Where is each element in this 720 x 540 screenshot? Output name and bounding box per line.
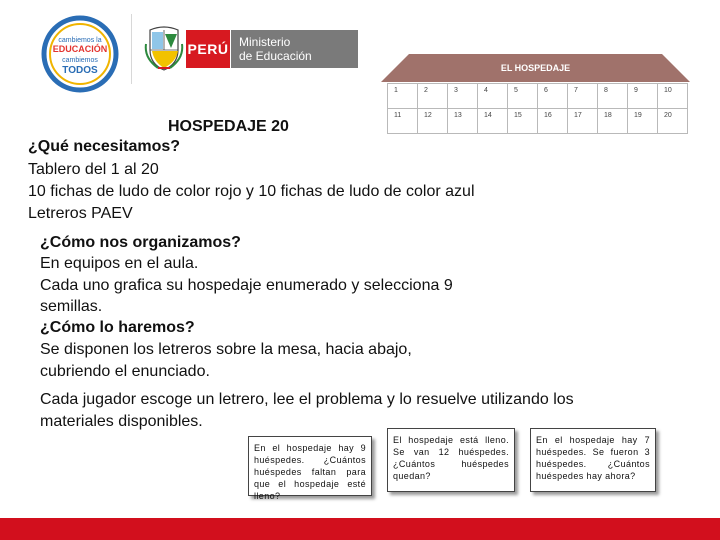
- ministry-logo: [186, 30, 358, 68]
- board-cell: 8: [598, 84, 628, 109]
- board-cell: 7: [568, 84, 598, 109]
- board-cell: 2: [418, 84, 448, 109]
- organize-line: Cada uno grafica su hospedaje enumerado y selecciona 9: [40, 277, 453, 294]
- board-cell: 12: [418, 109, 448, 134]
- ministry-line-1: Ministerio: [239, 35, 291, 49]
- question-organize: ¿Cómo nos organizamos?: [40, 234, 241, 251]
- needs-item: Letreros PAEV: [28, 205, 133, 222]
- campaign-line-2: EDUCACIÓN: [52, 44, 108, 54]
- hospedaje-board: [381, 54, 690, 134]
- board-cell: 9: [628, 84, 658, 109]
- play-line: materiales disponibles.: [40, 413, 203, 430]
- board-cell: 3: [448, 84, 478, 109]
- board-cell: 19: [628, 109, 658, 134]
- question-needs: ¿Qué necesitamos?: [28, 138, 181, 155]
- campaign-line-3: cambiemos: [62, 57, 98, 64]
- needs-item: 10 fichas de ludo de color rojo y 10 fichas de ludo de color azul: [28, 183, 475, 200]
- board-cell: 5: [508, 84, 538, 109]
- question-how: ¿Cómo lo haremos?: [40, 319, 195, 336]
- problem-card: En el hospedaje hay 7 huéspedes. Se fueron 3 huéspedes. ¿Cuántos huéspedes hay ahora?: [530, 428, 656, 492]
- coat-of-arms-icon: [144, 24, 184, 72]
- board-cell: 11: [388, 109, 418, 134]
- board-cell: 14: [478, 109, 508, 134]
- board-cell: 6: [538, 84, 568, 109]
- board-cell: 16: [538, 109, 568, 134]
- page-title: HOSPEDAJE 20: [168, 118, 289, 135]
- how-line: cubriendo el enunciado.: [40, 363, 210, 380]
- campaign-line-1: cambiemos la: [58, 37, 102, 44]
- footer-bar: [0, 518, 720, 540]
- board-cell: 4: [478, 84, 508, 109]
- how-line: Se disponen los letreros sobre la mesa, hacia abajo,: [40, 341, 412, 358]
- organize-line: semillas.: [40, 298, 103, 315]
- problem-card: En el hospedaje hay 9 huéspedes. ¿Cuántos huéspedes faltan para que el hospedaje esté lleno?: [248, 436, 372, 496]
- board-cell: 1: [388, 84, 418, 109]
- board-grid: [387, 83, 688, 134]
- peru-label: PERÚ: [186, 30, 230, 68]
- play-line: Cada jugador escoge un letrero, lee el problema y lo resuelve utilizando los: [40, 391, 574, 408]
- board-title: EL HOSPEDAJE: [500, 63, 571, 73]
- campaign-logo: [40, 14, 120, 94]
- campaign-line-4: TODOS: [62, 65, 98, 76]
- board-cell: 18: [598, 109, 628, 134]
- ministry-line-2: de Educación: [239, 49, 312, 63]
- problem-card: El hospedaje está lleno. Se van 12 huéspedes. ¿Cuántos huéspedes quedan?: [387, 428, 515, 492]
- board-cell: 15: [508, 109, 538, 134]
- logo-divider: [131, 14, 132, 84]
- board-cell: 17: [568, 109, 598, 134]
- ministry-label: [231, 30, 358, 68]
- board-cell: 13: [448, 109, 478, 134]
- board-cell: 20: [658, 109, 688, 134]
- board-cell: 10: [658, 84, 688, 109]
- organize-line: En equipos en el aula.: [40, 255, 199, 272]
- needs-item: Tablero del 1 al 20: [28, 161, 159, 178]
